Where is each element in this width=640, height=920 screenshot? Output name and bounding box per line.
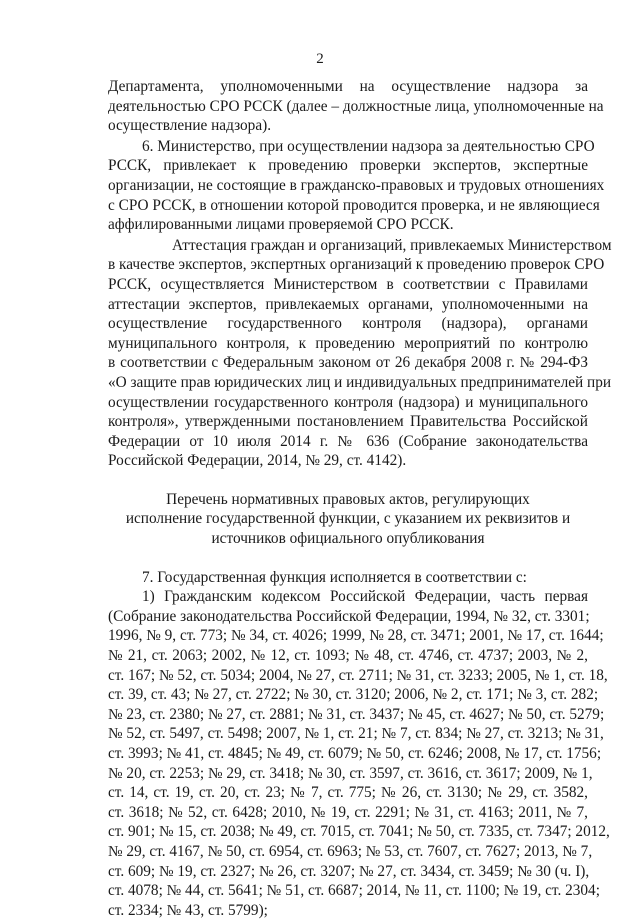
paragraph-continuation (108, 77, 604, 136)
text-line: с СРО РССК, в отношении которой проводится проверка, и не являющиеся (108, 196, 600, 214)
section-heading (108, 490, 588, 549)
text-line: ст. 3993; № 41, ст. 4845; № 49, ст. 6079; № 50, ст. 6246; 2008, № 17, ст. 1756; (108, 745, 602, 762)
text-line: № 20, ст. 2253; № 29, ст. 3418; № 30, ст. 3597, ст. 3616, ст. 3617; 2009, № 1, (108, 764, 593, 782)
text-line: организации, не состоящие в гражданско-правовых и трудовых отношениях (108, 176, 605, 194)
text-line: Российской Федерации, 2014, № 29, ст. 4142). (108, 452, 407, 470)
text-line: муниципального контроля, к проведению мероприятий по контролю (108, 334, 588, 352)
text-line: ст. 4078; № 44, ст. 5641; № 51, ст. 6687; 2014, № 11, ст. 1100; № 19, ст. 2304; (108, 882, 600, 900)
text-line: 6. Министерство, при осуществлении надзора за деятельностью СРО (142, 137, 595, 155)
text-line: ст. 901; № 15, ст. 2038; № 49, ст. 7015, ст. 7041; № 50, ст. 7335, ст. 7347; 2012, (108, 823, 610, 841)
text-line: «О защите прав юридических лиц и индивидуальных предпринимателей при (108, 373, 612, 391)
text-line: Аттестация граждан и организаций, привлекаемых Министерством (172, 236, 612, 254)
text-line: ст. 2334; № 43, ст. 5799); (108, 901, 268, 919)
text-line: 1) Гражданским кодексом Российской Федерации, часть первая (142, 588, 588, 606)
text-line: 1996, № 9, ст. 773; № 34, ст. 4026; 1999, № 28, ст. 3471; 2001, № 17, ст. 1644; (108, 627, 604, 645)
vertical-spacer (108, 471, 588, 490)
paragraph-attestation (108, 236, 612, 471)
text-line: РССК, осуществляется Министерством в соответствии с Правилами (108, 275, 588, 293)
heading-line: источников официального опубликования (211, 530, 485, 548)
list-item-1 (108, 587, 610, 920)
text-line: № 29, ст. 4167, № 50, ст. 6954, ст. 6963; № 53, ст. 7607, ст. 7627; 2013, № 7, (108, 842, 593, 860)
heading-line: Перечень нормативных правовых актов, регулирующих (166, 490, 530, 508)
text-line: № 21, ст. 2063; 2002, № 12, ст. 1093; № 48, ст. 4746, ст. 4737; 2003, № 2, (108, 647, 588, 665)
text-line: Департамента, уполномоченными на осуществление надзора за (108, 78, 588, 95)
vertical-spacer (108, 549, 588, 568)
text-line: Федерации от 10 июля 2014 г. № 636 (Собрание законодательства (108, 432, 588, 450)
text-line: ст. 3618; № 52, ст. 6428; 2010, № 19, ст. 2291; № 31, ст. 4163; 2011, № 7, (108, 803, 588, 821)
text-line: ст. 167; № 52, ст. 5034; 2004, № 27, ст. 2711; № 31, ст. 3233; 2005, № 1, ст. 18, (108, 666, 608, 684)
text-line: ст. 14, ст. 19, ст. 20, ст. 23; № 7, ст. 775; № 26, ст. 3130; № 29, ст. 3582, (108, 784, 588, 802)
text-line: в соответствии с Федеральным законом от 26 декабря 2008 г. № 294-ФЗ (108, 354, 588, 372)
text-line: ст. 609; № 19, ст. 2327; № 26, ст. 3207; № 27, ст. 3434, ст. 3459; № 30 (ч. I), (108, 862, 590, 880)
paragraph-6 (108, 137, 605, 235)
text-line: аттестации экспертов, привлекаемых органами, уполномоченными на (108, 295, 588, 313)
text-line: деятельностью СРО РССК (далее – должностные лица, уполномоченные на (108, 97, 604, 115)
paragraph-7 (108, 568, 588, 588)
text-line: аффилированными лицами проверяемой СРО РССК. (108, 216, 454, 234)
text-line: осуществление государственного контроля (надзора), органами (108, 315, 588, 333)
text-line: 7. Государственная функция исполняется в соответствии с: (142, 568, 527, 586)
text-line: осуществлении государственного контроля (надзора) и муниципального (108, 393, 588, 411)
page-number: 2 (316, 51, 324, 67)
document-body (108, 77, 612, 920)
text-line: № 23, ст. 2380; № 27, ст. 2881; № 31, ст. 3437; № 45, ст. 4627; № 50, ст. 5279; (108, 705, 605, 723)
text-line: осуществление надзора). (108, 117, 272, 135)
text-line: (Собрание законодательства Российской Федерации, 1994, № 32, ст. 3301; (108, 607, 590, 625)
text-line: № 52, ст. 5497, ст. 5498; 2007, № 1, ст. 21; № 7, ст. 834; № 27, ст. 3213; № 31, (108, 725, 604, 743)
text-line: РССК, привлекает к проведению проверки экспертов, экспертные (108, 157, 588, 175)
heading-line: исполнение государственной функции, с указанием их реквизитов и (125, 510, 571, 528)
text-line: ст. 39, ст. 43; № 27, ст. 2722; № 30, ст. 3120; 2006, № 2, ст. 171; № 3, ст. 282; (108, 686, 599, 704)
text-line: контроля», утвержденными постановлением Правительства Российской (108, 413, 588, 431)
text-line: в качестве экспертов, экспертных организаций к проведению проверок СРО (108, 256, 605, 274)
